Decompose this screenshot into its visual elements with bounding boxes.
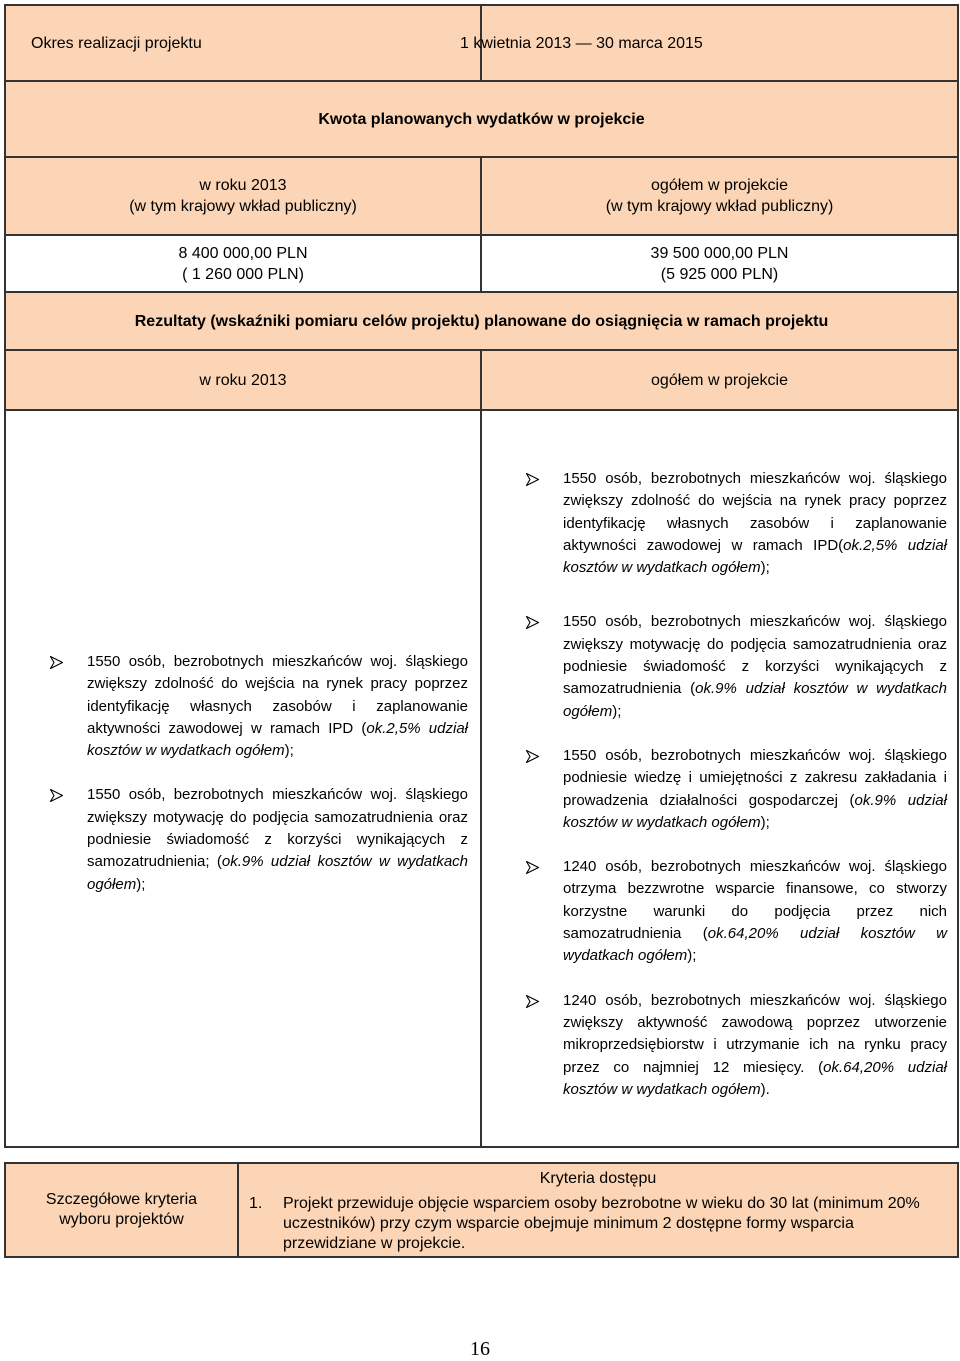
results-total-list [522, 611, 947, 1101]
arrow-bullet-icon [526, 616, 539, 629]
result-end: ). [760, 1080, 770, 1098]
results-col-year: w roku 2013 [5, 350, 481, 410]
result-bullet-item [46, 784, 468, 895]
result-cost-share: ok.64,20% udział kosztów w wydatkach ogółem [563, 1058, 947, 1098]
expenses-total-amount: 39 500 000,00 PLN [650, 244, 789, 262]
criteria-item [238, 1194, 958, 1257]
result-cost-share: ok.9% udział kosztów w wydatkach ogółem [87, 853, 469, 893]
arrow-bullet-icon [526, 473, 539, 486]
expenses-col-total-line2: (w tym krajowy wkład publiczny) [605, 198, 834, 215]
arrow-bullet-icon [526, 995, 539, 1008]
result-bullet-item [522, 745, 947, 834]
result-cost-share: ok.9% udział kosztów w wydatkach ogółem [563, 680, 947, 720]
arrow-bullet-icon [50, 789, 63, 802]
criteria-table [4, 1162, 959, 1258]
criteria-header: Kryteria dostępu [238, 1163, 958, 1194]
expenses-col-total-line1: ogółem w projekcie [651, 177, 788, 194]
result-bullet-item [522, 611, 947, 722]
arrow-bullet-icon [50, 656, 63, 669]
result-text: 1550 osób, bezrobotnych mieszkańców woj. śląskiego podniesie wiedzę i umiejętności z zakresu zakładania i prowadzenia działalności gospodarczej ( [563, 746, 947, 809]
page-number: 16 [470, 1338, 490, 1360]
result-bullet-item [522, 856, 947, 967]
result-bullet-item [46, 651, 468, 762]
expenses-year-amount: 8 400 000,00 PLN [178, 244, 308, 262]
expenses-total-value [481, 235, 958, 292]
result-bullet-item [522, 990, 947, 1101]
result-text: 1550 osób, bezrobotnych mieszkańców woj. śląskiego zwiększy zdolność do wejścia na rynek pracy poprzez identyfikację własnych zasobów i zaplanowanie aktywności zawodowej w ramach IPD ( [87, 653, 468, 737]
period-label: Okres realizacji projektu [5, 5, 481, 81]
expenses-year-public: ( 1 260 000 PLN) [182, 265, 304, 283]
result-cost-share: ok.2,5% udział kosztów w wydatkach ogółem [563, 536, 947, 577]
criteria-item-text: Projekt przewiduje objęcie wsparciem osoby bezrobotne w wieku do 30 lat (minimum 20% uczestników) przy czym wsparcie obejmuje minimum 2 dostępne formy wsparcia przewidziane w projekcie. [283, 1195, 920, 1252]
result-end: ); [760, 559, 770, 577]
result-end: ); [284, 742, 294, 760]
result-cost-share: ok.64,20% udział kosztów w wydatkach ogółem [563, 925, 947, 965]
result-end: ); [760, 813, 770, 831]
results-year-list [46, 651, 468, 896]
expenses-year-value [5, 235, 481, 292]
result-end: ); [687, 947, 697, 965]
arrow-bullet-icon [526, 750, 539, 763]
expenses-col-total [481, 157, 958, 235]
criteria-left-cell [5, 1163, 238, 1257]
expenses-col-year-line1: w roku 2013 [199, 177, 287, 194]
result-end: ); [612, 702, 622, 720]
results-total-cell [481, 410, 958, 1147]
arrow-bullet-icon [526, 861, 539, 874]
result-end: ); [136, 875, 146, 893]
results-year-cell [5, 410, 481, 1147]
result-text: 1240 osób, bezrobotnych mieszkańców woj. śląskiego otrzyma bezzwrotne wsparcie finansowe, co stworzy korzystne warunki do podjęcia przez nich samozatrudnienia ( [563, 858, 947, 943]
result-text: 1550 osób, bezrobotnych mieszkańców woj. śląskiego zwiększy motywację do podjęcia samozatrudnienia oraz podniesie świadomość z korzyści wynikających z samozatrudnienia ( [563, 613, 947, 698]
expenses-title: Kwota planowanych wydatków w projekcie [5, 81, 958, 157]
expenses-total-public: (5 925 000 PLN) [660, 265, 779, 283]
result-cost-share: ok.9% udział kosztów w wydatkach ogółem [563, 791, 947, 831]
result-text: 1550 osób, bezrobotnych mieszkańców woj. śląskiego zwiększy zdolność do wejścia na rynek pracy poprzez identyfikację własnych zasobów i zaplanowanie aktywności zawodowej w ramach IPD( [563, 470, 947, 554]
period-value [460, 5, 958, 81]
result-cost-share: ok.2,5% udział kosztów w wydatkach ogółem [87, 719, 468, 760]
result-text: 1240 osób, bezrobotnych mieszkańców woj. śląskiego zwiększy aktywność zawodową poprzez utworzenie mikroprzedsiębiorstw i utrzymanie ich na rynku pracy przez co najmniej 12 miesięcy. ( [563, 991, 947, 1076]
result-bullet-item [522, 468, 947, 579]
period-value-text: 1 kwietnia 2013 — 30 marca 2015 [460, 34, 703, 52]
expenses-col-year [5, 157, 481, 235]
expenses-col-year-line2: (w tym krajowy wkład publiczny) [129, 198, 357, 215]
criteria-item-number: 1. [249, 1195, 263, 1212]
result-text: 1550 osób, bezrobotnych mieszkańców woj. śląskiego zwiększy motywację do podjęcia samozatrudnienia oraz podniesie świadomość z korzyści wynikających z samozatrudnienia; ( [87, 786, 468, 871]
criteria-left-label: Szczegółowe kryteria wyboru projektów [45, 1191, 198, 1228]
results-total-top-list [522, 468, 947, 579]
results-col-total: ogółem w projekcie [481, 350, 958, 410]
project-summary-table [4, 4, 959, 1148]
results-title: Rezultaty (wskaźniki pomiaru celów projektu) planowane do osiągnięcia w ramach projektu [5, 292, 958, 350]
